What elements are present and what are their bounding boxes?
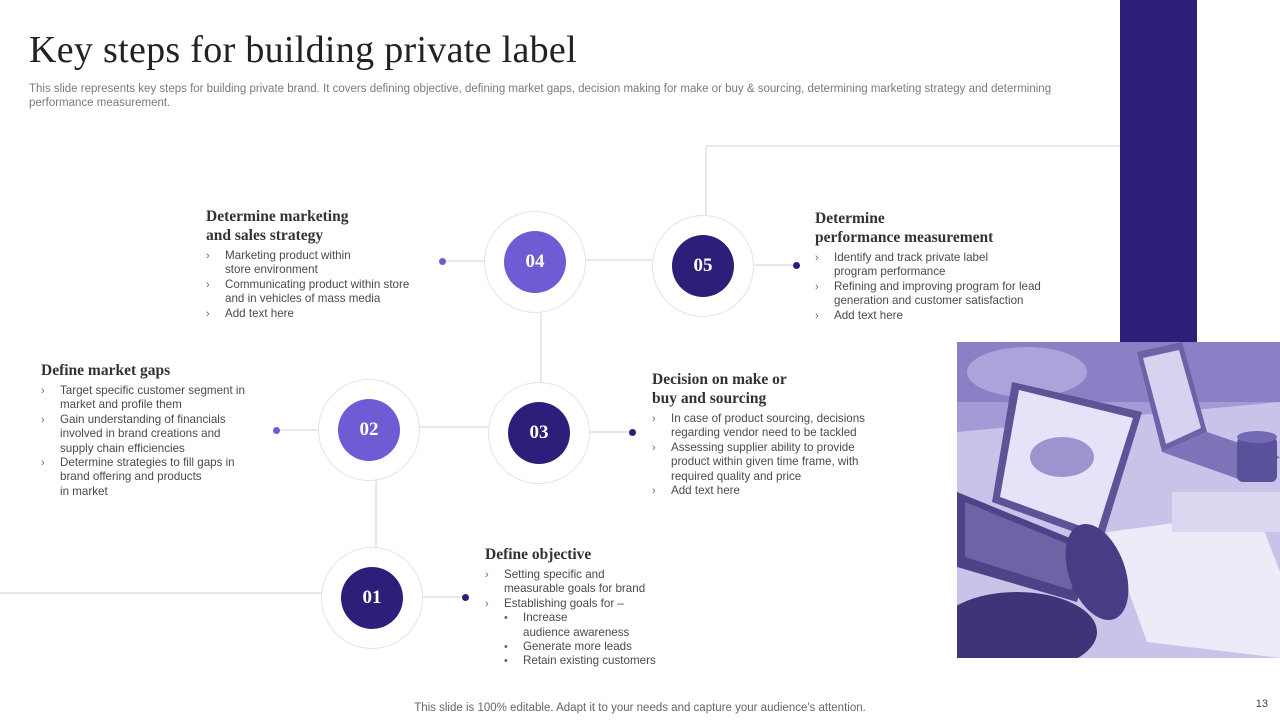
- step-04-heading: Determine marketing and sales strategy: [206, 208, 349, 244]
- list-item: › Add text here: [206, 306, 294, 320]
- step-04-number: 04: [525, 251, 545, 272]
- step-05-heading: Determine performance measurement: [815, 210, 994, 246]
- step-01-number: 01: [362, 587, 382, 608]
- step-01-text: [485, 545, 705, 669]
- list-item: • Increase: [504, 611, 568, 625]
- list-item: › Refining and improving program for lead: [815, 279, 1041, 293]
- list-item: › Target specific customer segment in: [41, 384, 245, 397]
- list-item: • Generate more leads: [504, 640, 632, 654]
- step-05-number: 05: [693, 255, 713, 276]
- list-item: • Retain existing customers: [504, 654, 656, 668]
- step-01-heading: Define objective: [485, 546, 592, 563]
- step-02-number: 02: [359, 419, 379, 440]
- list-item: brand offering and products: [60, 470, 202, 484]
- step-02-heading: Define market gaps: [41, 362, 171, 379]
- page-title: Key steps for building private label: [29, 29, 577, 71]
- list-item: › Add text here: [652, 484, 740, 498]
- list-item: supply chain efficiencies: [60, 441, 185, 455]
- list-item: store environment: [225, 263, 318, 277]
- list-item: in market: [60, 484, 108, 498]
- list-item: › Add text here: [815, 308, 903, 322]
- step-01-node[interactable]: [341, 567, 403, 629]
- step-05-text: [815, 209, 1075, 323]
- list-item: generation and customer satisfaction: [834, 294, 1024, 308]
- step-02-text: [41, 361, 281, 499]
- list-item: involved in brand creations and: [60, 427, 221, 441]
- step-01-bullets: [485, 568, 705, 669]
- list-item: › Setting specific and: [485, 568, 605, 581]
- list-item: product within given time frame, with: [671, 455, 859, 469]
- step-03-node[interactable]: [508, 402, 570, 464]
- list-item: › In case of product sourcing, decisions: [652, 412, 865, 425]
- step-05-dot: [793, 262, 800, 269]
- step-05-node[interactable]: [672, 235, 734, 297]
- list-item: and in vehicles of mass media: [225, 292, 381, 306]
- step-03-bullets: [652, 412, 912, 498]
- list-item: market and profile them: [60, 398, 182, 412]
- footer-note: This slide is 100% editable. Adapt it to your needs and capture your audience's attention.: [414, 702, 866, 714]
- list-item: regarding vendor need to be tackled: [671, 426, 857, 440]
- step-02-node[interactable]: [338, 399, 400, 461]
- step-04-node[interactable]: [504, 231, 566, 293]
- list-item: › Communicating product within store: [206, 277, 410, 291]
- list-item: › Establishing goals for –: [485, 596, 624, 610]
- page-subtitle: This slide represents key steps for building private brand. It covers defining objective, defining market gaps, decision making for make or buy & sourcing, determining marketing strategy and determining performance measurement.: [29, 83, 1052, 109]
- list-item: › Gain understanding of financials: [41, 412, 226, 426]
- step-02-bullets: [41, 384, 281, 499]
- step-03-dot: [629, 429, 636, 436]
- list-item: required quality and price: [671, 469, 802, 483]
- step-04-bullets: [206, 249, 446, 321]
- step-03-heading: Decision on make or buy and sourcing: [652, 371, 787, 407]
- list-item: › Assessing supplier ability to provide: [652, 440, 855, 454]
- step-03-number: 03: [529, 422, 549, 443]
- list-item: audience awareness: [523, 625, 630, 639]
- list-item: program performance: [834, 265, 946, 279]
- step-04-text: [206, 207, 446, 321]
- list-item: › Determine strategies to fill gaps in: [41, 456, 235, 470]
- list-item: measurable goals for brand: [504, 582, 646, 596]
- step-05-bullets: [815, 251, 1075, 323]
- step-03-text: [652, 370, 912, 498]
- page-number: 13: [1255, 698, 1268, 710]
- list-item: › Identify and track private label: [815, 251, 989, 264]
- list-item: › Marketing product within: [206, 249, 351, 262]
- step-01-dot: [462, 594, 469, 601]
